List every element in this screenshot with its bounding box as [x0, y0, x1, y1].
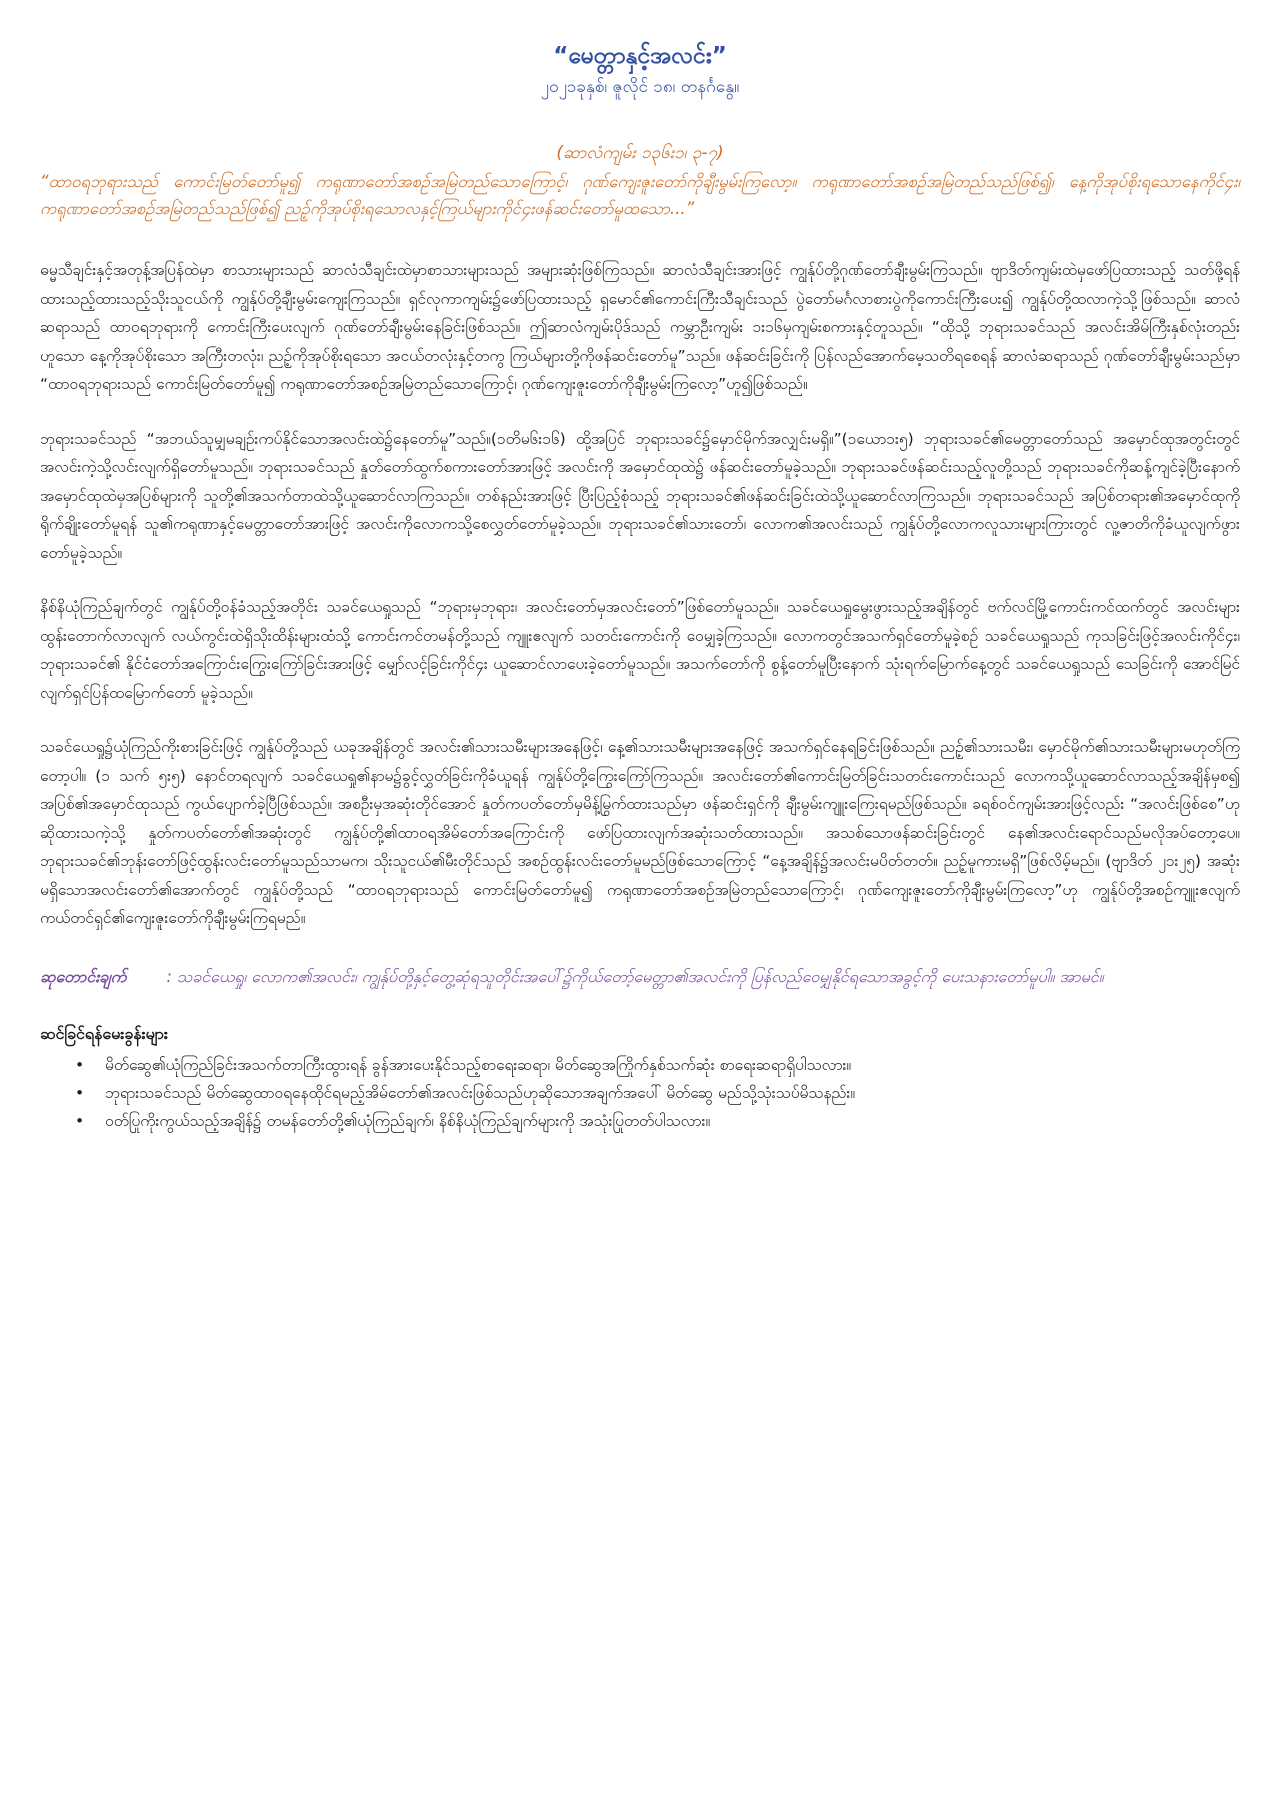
scripture-reference: (ဆာလံကျမ်း ၁၃၆း၁၊ ၃-၇)	[556, 143, 724, 163]
question-text: ဘုရားသခင်သည် မိတ်ဆွေထာဝရနေထိုင်ရမည့်အိမ်တော်၏အလင်းဖြစ်သည်ဟုဆိုသောအချက်အပေါ် မိတ်ဆွေ မည်သို့သုံးသပ်မိသနည်း။	[105, 1083, 856, 1102]
question-text: မိတ်ဆွေ၏ယုံကြည်ခြင်းအသက်တာကြီးထွားရန် ခွန်အားပေးနိုင်သည့်စာရေးဆရာ၊ မိတ်ဆွေအကြိုက်နှစ်သက်ဆုံး စာရေးဆရာရှိပါသလား။	[105, 1055, 852, 1074]
page-date: ၂၀၂၁ခုနှစ်၊ ဇူလိုင် ၁၈၊ တနင်္ဂနွေ။	[540, 77, 740, 97]
bullet-icon: •	[75, 1111, 85, 1130]
bullet-icon: •	[75, 1055, 85, 1074]
questions-list	[40, 1051, 1240, 1135]
question-text: ဝတ်ပြုကိုးကွယ်သည့်အချိန်၌ တမန်တော်တို့၏ယုံကြည်ချက်၊ နိစ်နိယုံကြည်ချက်များကို အသုံးပြုတတ်ပါသလား။	[105, 1111, 711, 1130]
prayer-label: ဆုတောင်းချက်	[40, 966, 127, 986]
list-item	[75, 1079, 1240, 1107]
body-paragraph: သခင်ယေရှု၌ယုံကြည်ကိုးစားခြင်းဖြင့် ကျွန်ုပ်တို့သည် ယခုအချိန်တွင် အလင်း၏သားသမီးများအနေဖြင့်၊ နေ့၏သားသမီးများအနေဖြင့် အသက်ရှင်နေရခြင်းဖြစ်သည်။ ညဉ့်၏သားသမီး၊ မှောင်မိုက်၏သားသမီးများမဟုတ်ကြတော့ပါ။ (၁ သက် ၅း၅) နောင်တရလျက် သခင်ယေရှု၏နာမ၌ခွင့်လွှတ်ခြင်းကိုခံယူရန် ကျွန်ုပ်တို့ကြွေးကြော်ကြသည်။ အလင်းတော်၏ကောင်းမြတ်ခြင်းသတင်းကောင်းသည် လောကသို့ယူဆောင်လာသည့်အချိန်မှစ၍ အပြစ်၏အမှောင်ထုသည် ကွယ်ပျောက်ခဲ့ပြီဖြစ်သည်။ အစဦးမှအဆုံးတိုင်အောင် နှုတ်ကပတ်တော်မှမိန့်မြွက်ထားသည်မှာ ဖန်ဆင်းရှင်ကို ချီးမွမ်းကျူးကြေးရမည်ဖြစ်သည်။ ခရစ်ဝင်ကျမ်းအားဖြင့်လည်း “အလင်းဖြစ်စေ”ဟုဆိုထားသကဲ့သို့ နှုတ်ကပတ်တော်၏အဆုံးတွင် ကျွန်ုပ်တို့၏ထာဝရအိမ်တော်အကြောင်းကို ဖော်ပြထားလျက်အဆုံးသတ်ထားသည်။ အသစ်သောဖန်ဆင်းခြင်းတွင် နေ၏အလင်းရောင်သည်မလိုအပ်တော့ပေ။ ဘုရားသခင်၏ဘုန်းတော်ဖြင့်ထွန်းလင်းတော်မူသည်သာမက၊ သိုးသူငယ်၏မီးတိုင်သည် အစဉ်ထွန်းလင်းတော်မူမည်ဖြစ်သောကြောင့် “နေ့အချိန်၌အလင်းမပိတ်တတ်။ ညဉ့်မူကားမရှိ”ဖြစ်လိမ့်မည်။ (ဗျာဒိတ် ၂၁း၂၅) အဆုံးမရှိသောအလင်းတော်၏အောက်တွင် ကျွန်ုပ်တို့သည် “ထာဝရဘုရားသည် ကောင်းမြတ်တော်မူ၍ ကရုဏာတော်အစဉ်အမြဲတည်သောကြောင့်၊ ဂုဏ်ကျေးဇူးတော်ကိုချီးမွမ်းကြလော့”ဟု ကျွန်ုပ်တို့အစဉ်ကျူးဧလျက် ကယ်တင်ရှင်၏ကျေးဇူးတော်ကိုချီးမွမ်းကြရမည်။	[40, 738, 1240, 927]
page-title: “မေတ္တာနှင့်အလင်း”	[553, 43, 727, 69]
bullet-icon: •	[75, 1083, 85, 1102]
list-item	[75, 1107, 1240, 1135]
list-item	[75, 1051, 1240, 1079]
body-paragraph: ဘုရားသခင်သည် “အဘယ်သူမျှမချဉ်းကပ်နိုင်သောအလင်းထဲ၌နေတော်မူ”သည်။(၁တိမ၆း၁၆) ထို့အပြင် ဘုရားသခင်၌မှောင်မိုက်အလျှင်းမရှိ။”(၁ယော၁း၅) ဘုရားသခင်၏မေတ္တာတော်သည် အမှောင်ထုအတွင်းတွင် အလင်းကဲ့သို့လင်းလျက်ရှိတော်မူသည်။ ဘုရားသခင်သည် နှုတ်တော်ထွက်စကားတော်အားဖြင့် အလင်းကို အမှောင်ထုထဲ၌ ဖန်ဆင်းတော်မူခဲ့သည်။ ဘုရားသခင်ဖန်ဆင်းသည့်လူတို့သည် ဘုရားသခင်ကိုဆန့်ကျင်ခဲ့ပြီးနောက် အမှောင်ထုထဲမှအပြစ်များကို သူတို့၏အသက်တာထဲသို့ယူဆောင်လာကြသည်။ တစ်နည်းအားဖြင့် ပြီးပြည့်စုံသည့် ဘုရားသခင်၏ဖန်ဆင်းခြင်းထဲသို့ယူဆောင်လာကြသည်။ ဘုရားသခင်သည် အပြစ်တရား၏အမှောင်ထုကိုရိုက်ချိုးတော်မူရန် သူ၏ကရုဏာနှင့်မေတ္တာတော်အားဖြင့် အလင်းကိုလောကသို့စေလွှတ်တော်မူခဲ့သည်။ ဘုရားသခင်၏သားတော်၊ လောက၏အလင်းသည် ကျွန်ုပ်တို့လောကလူသားများကြားတွင် လူ့ဇာတိကိုခံယူလျက်ဖွားတော်မူခဲ့သည်။	[40, 429, 1240, 562]
body-paragraph: ဓမ္မသီချင်းနှင့်အတုန့်အပြန်ထဲမှာ စာသားများသည် ဆာလံသီချင်းထဲမှာစာသားများသည် အများဆုံးဖြစ်ကြသည်။ ဆာလံသီချင်းအားဖြင့် ကျွန်ုပ်တို့ဂုဏ်တော်ချီးမွမ်းကြသည်။ ဗျာဒိတ်ကျမ်းထဲမှဖော်ပြထားသည့် သတ်ဖို့ရန်ထားသည့်ထားသည့်သိုးသူငယ်ကို ကျွန်ုပ်တို့ချီးမွမ်းကျေးကြသည်။ ရှင်လုကာကျမ်း၌ဖော်ပြထားသည့် ရှမောင်၏ကောင်းကြီးသီချင်းသည် ပွဲတော်မင်္ဂလာစားပွဲကိုကောင်းကြီးပေး၍ ကျွန်ုပ်တို့ထလာကဲ့သို့ဖြစ်သည်။ ဆာလံဆရာသည် ထာဝရဘုရားကို ကောင်းကြီးပေးလျက် ဂုဏ်တော်ချီးမွမ်းနေခြင်းဖြစ်သည်။ ဤဆာလံကျမ်းပိုဒ်သည် ကမ္ဘာဦးကျမ်း ၁း၁၆မှကျမ်းစကားနှင့်တူသည်။ “ထိုသို့ ဘုရားသခင်သည် အလင်းအိမ်ကြီးနှစ်လုံးတည်းဟူသော နေ့ကိုအုပ်စိုးသော အကြီးတလုံး၊ ညဉ့်ကိုအုပ်စိုးရသော အငယ်တလုံးနှင့်တကွ ကြယ်များတို့ကိုဖန်ဆင်းတော်မူ”သည်။ ဖန်ဆင်းခြင်းကို ပြန်လည်အောက်မေ့သတိရစေရန် ဆာလံဆရာသည် ဂုဏ်တော်ချီးမွမ်းသည်မှာ “ထာဝရဘုရားသည် ကောင်းမြတ်တော်မူ၍ ကရုဏာတော်အစဉ်အမြဲတည်သောကြောင့်၊ ဂုဏ်ကျေးဇူးတော်ကိုချီးမွမ်းကြလော့”ဟူ၍ဖြစ်သည်။	[40, 261, 1240, 393]
prayer-block	[40, 963, 1240, 991]
prayer-text: : သခင်ယေရှု၊ လောက၏အလင်း၊ ကျွန်ုပ်တို့နှင့်တွေ့ဆုံရသူတိုင်းအပေါ်၌ကိုယ်တော့်မေတ္တာ၏အလင်းကို ပြန်လည်ဝေမျှနိုင်ရသောအခွင့်ကို ပေးသနားတော်မူပါ။ အာမင်။	[166, 966, 1104, 986]
scripture-quote: “ထာဝရဘုရားသည် ကောင်းမြတ်တော်မူ၍ ကရုဏာတော်အစဉ်အမြဲတည်သောကြောင့်၊ ဂုဏ်ကျေးဇူးတော်ကိုချီးမွမ်းကြလော့။ ကရုဏာတော်အစဉ်အမြဲတည်သည်ဖြစ်၍၊ နေ့ကိုအုပ်စိုးရသောနေကိုင်၄း၊ ကရုဏာတော်အစဉ်အမြဲတည်သည်ဖြစ်၍ ညဉ့်ကိုအုပ်စိုးရသောလနှင့်ကြယ်များကိုင်၄းဖန်ဆင်းတော်မူထသော...”	[40, 172, 1240, 218]
devotional-page	[40, 30, 1240, 1135]
questions-heading: ဆင်ခြင်ရန်မေးခွန်းများ	[40, 1023, 168, 1043]
body-paragraph: နိစ်နိယုံကြည်ချက်တွင် ကျွန်ုပ်တို့ဝန်ခံသည့်အတိုင်း သခင်ယေရှုသည် “ဘုရားမှဘုရား၊ အလင်းတော်မှအလင်းတော်”ဖြစ်တော်မူသည်။ သခင်ယေရှုမွေးဖွားသည့်အချိန်တွင် ဗက်လင်မြို့ကောင်းကင်ထက်တွင် အလင်းများထွန်းတောက်လာလျက် လယ်ကွင်းထဲရှိသိုးထိန်းများထံသို့ ကောင်းကင်တမန်တို့သည် ကျူးဧလျက် သတင်းကောင်းကို ဝေမျှခဲ့ကြသည်။ လောကတွင်အသက်ရှင်တော်မူခဲ့စဉ် သခင်ယေရှုသည် ကုသခြင်းဖြင့်အလင်းကိုင်၄း၊ ဘုရားသခင်၏ နိုင်ငံတော်အကြောင်းကြွေးကြော်ခြင်းအားဖြင့် မျှော်လင့်ခြင်းကိုင်၄း ယူဆောင်လာပေးခဲ့တော်မူသည်။ အသက်တော်ကို စွန့်တော်မူပြီးနောက် သုံးရက်မြောက်နေ့တွင် သခင်ယေရှုသည် သေခြင်းကို အောင်မြင်လျက်ရှင်ပြန်ထမြောက်တော် မူခဲ့သည်။	[40, 598, 1240, 702]
